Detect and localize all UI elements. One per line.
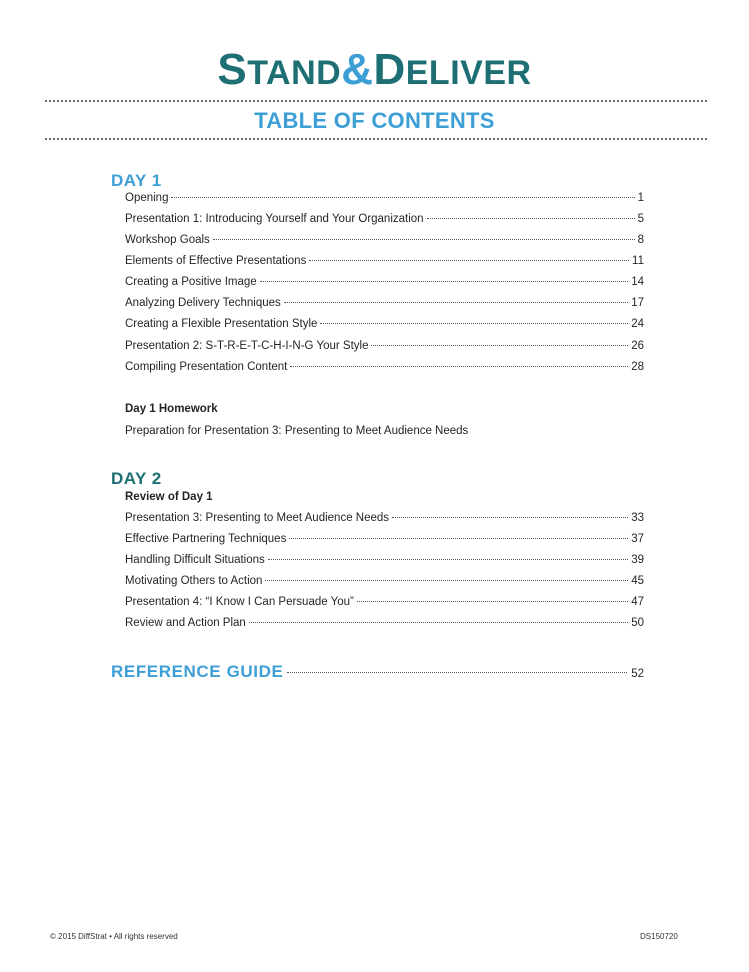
toc-entry[interactable] — [125, 340, 644, 356]
toc-entry[interactable] — [125, 318, 644, 334]
toc-entry-label: Opening — [125, 192, 169, 204]
brand-ampersand: & — [341, 45, 374, 94]
brand-initial-s: S — [217, 45, 248, 94]
dot-leader — [171, 197, 634, 198]
toc-entry-label: Effective Partnering Techniques — [125, 533, 287, 545]
toc-entry-page: 50 — [631, 617, 644, 629]
day1-homework-text: Preparation for Presentation 3: Presenting to Meet Audience Needs — [125, 425, 469, 437]
toc-entry[interactable] — [125, 512, 644, 528]
dot-leader — [249, 622, 628, 623]
brand-rest-tand: TAND — [247, 54, 342, 92]
bottom-dotted-divider — [45, 138, 707, 140]
toc-entry[interactable] — [125, 361, 644, 377]
brand-logo — [0, 45, 749, 94]
toc-entry-page: 28 — [631, 361, 644, 373]
toc-entry-page: 45 — [631, 575, 644, 587]
dot-leader — [284, 302, 628, 303]
toc-entry[interactable] — [125, 213, 644, 229]
toc-entry-page: 11 — [632, 255, 644, 267]
dot-leader — [213, 239, 635, 240]
toc-entry-page: 1 — [637, 192, 644, 204]
toc-entry-label: Review and Action Plan — [125, 617, 246, 629]
toc-entry-page: 37 — [631, 533, 644, 545]
brand-initial-d: D — [373, 45, 406, 94]
reference-guide-entry[interactable] — [111, 662, 644, 682]
toc-entry[interactable] — [125, 255, 644, 271]
dot-leader — [320, 323, 628, 324]
dot-leader — [265, 580, 628, 581]
toc-entry-label: Creating a Flexible Presentation Style — [125, 318, 318, 330]
top-dotted-divider — [45, 100, 707, 102]
toc-title: TABLE OF CONTENTS — [254, 108, 495, 133]
toc-entry[interactable] — [125, 276, 644, 292]
dot-leader — [268, 559, 628, 560]
toc-entry-label: Creating a Positive Image — [125, 276, 257, 288]
toc-entry-label: Motivating Others to Action — [125, 575, 263, 587]
toc-entry[interactable] — [125, 533, 644, 549]
dot-leader — [357, 601, 628, 602]
dot-leader — [392, 517, 628, 518]
toc-entry[interactable] — [125, 234, 644, 250]
toc-entry[interactable] — [125, 575, 644, 591]
dot-leader — [289, 538, 628, 539]
toc-entry-label: Handling Difficult Situations — [125, 554, 265, 566]
toc-entry[interactable] — [125, 554, 644, 570]
reference-guide-page: 52 — [631, 668, 644, 680]
toc-entry[interactable] — [125, 297, 644, 313]
toc-entry-page: 39 — [631, 554, 644, 566]
dot-leader — [287, 672, 627, 673]
toc-entry-page: 14 — [631, 276, 644, 288]
brand-rest-eliver: ELIVER — [405, 54, 532, 92]
toc-entry-label: Workshop Goals — [125, 234, 210, 246]
toc-entry-page: 8 — [637, 234, 644, 246]
dot-leader — [427, 218, 635, 219]
dot-leader — [260, 281, 629, 282]
toc-entry-page: 26 — [631, 340, 644, 352]
footer-copyright: © 2015 DiffStrat • All rights reserved — [50, 932, 178, 941]
toc-entry-label: Presentation 1: Introducing Yourself and Your Organization — [125, 213, 424, 225]
dot-leader — [371, 345, 628, 346]
toc-entry-label: Elements of Effective Presentations — [125, 255, 307, 267]
day1-heading: DAY 1 — [111, 171, 162, 190]
toc-entry-label: Analyzing Delivery Techniques — [125, 297, 281, 309]
day2-heading: DAY 2 — [111, 469, 162, 488]
toc-entry-label: Compiling Presentation Content — [125, 361, 288, 373]
toc-entry[interactable] — [125, 596, 644, 612]
toc-entry-label: Presentation 2: S-T-R-E-T-C-H-I-N-G Your Style — [125, 340, 369, 352]
toc-entry[interactable] — [125, 617, 644, 633]
toc-entry[interactable] — [125, 192, 644, 208]
toc-entry-label: Presentation 4: “I Know I Can Persuade You” — [125, 596, 354, 608]
day2-review-heading: Review of Day 1 — [125, 491, 213, 503]
toc-entry-page: 33 — [631, 512, 644, 524]
toc-entry-page: 5 — [637, 213, 644, 225]
toc-entry-page: 47 — [631, 596, 644, 608]
dot-leader — [309, 260, 629, 261]
reference-guide-label: REFERENCE GUIDE — [111, 662, 284, 681]
footer-document-code: DS150720 — [640, 932, 678, 941]
dot-leader — [290, 366, 628, 367]
toc-entry-page: 24 — [631, 318, 644, 330]
day1-homework-heading: Day 1 Homework — [125, 403, 218, 415]
toc-entry-label: Presentation 3: Presenting to Meet Audience Needs — [125, 512, 390, 524]
toc-entry-page: 17 — [631, 297, 644, 309]
